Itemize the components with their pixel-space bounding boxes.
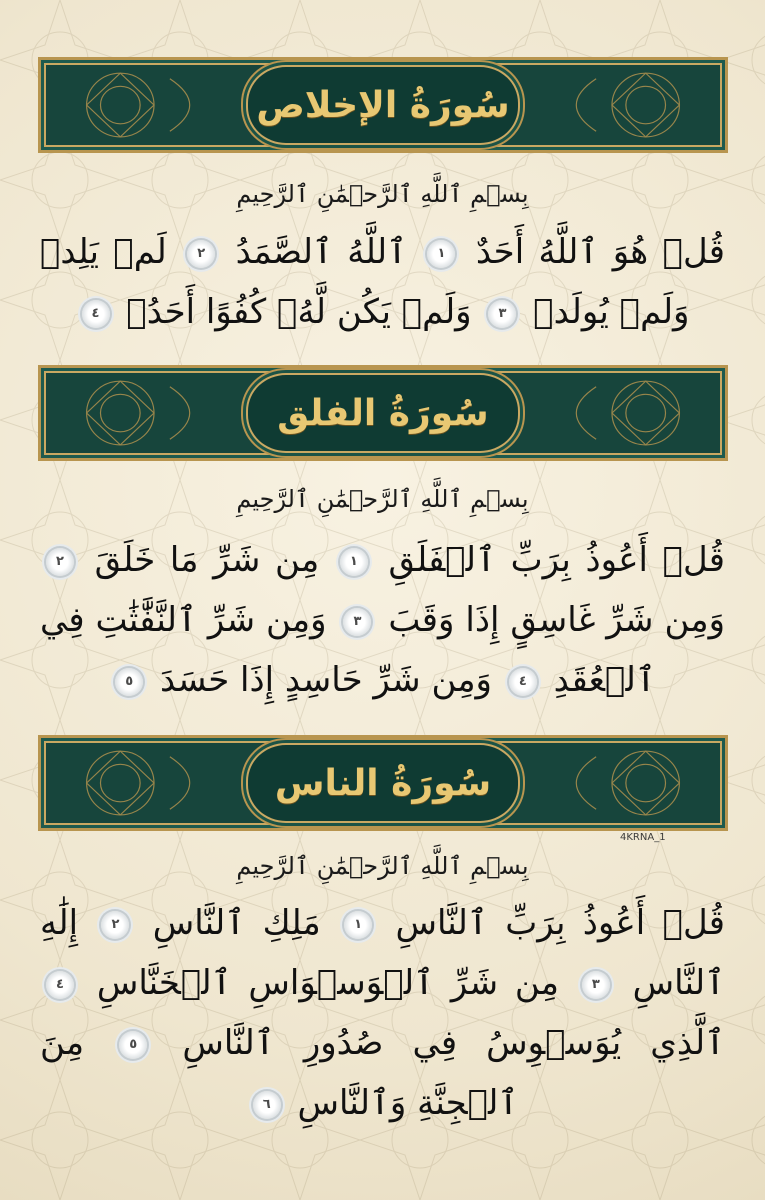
surah-verses-falaq — [40, 530, 725, 710]
verse-text: قُلۡ أَعُوذُ بِرَبِّ ٱلنَّاسِ — [395, 903, 726, 943]
ayah-number-marker: ٢ — [101, 911, 129, 939]
verse-text: مِن شَرِّ ٱلۡوَسۡوَاسِ ٱلۡخَنَّاسِ — [96, 963, 559, 1003]
surah-title-plaque — [246, 743, 520, 823]
surah-title: سُورَةُ الإخلاص — [256, 84, 510, 126]
verse-text: إِلَٰهِ ٱلنَّاسِ — [40, 903, 726, 1003]
verse-text: لَمۡ يَلِدۡ وَلَمۡ يُولَدۡ — [40, 232, 690, 332]
verse-text: ٱللَّهُ ٱلصَّمَدُ — [235, 232, 408, 272]
ayah-number-marker: ٦ — [253, 1091, 281, 1119]
ayah-number-marker: ٥ — [119, 1031, 147, 1059]
surah-banner-nas — [38, 735, 728, 831]
verse-text: قُلۡ هُوَ ٱللَّهُ أَحَدٌ — [475, 232, 726, 272]
surah-title: سُورَةُ الناس — [274, 762, 492, 804]
ayah-number-marker: ٢ — [187, 240, 215, 268]
verse-text: وَمِن شَرِّ ٱلنَّفَّٰثَٰتِ فِي ٱلۡعُقَدِ — [40, 600, 656, 700]
ayah-number-marker: ٥ — [115, 668, 143, 696]
ayah-number-marker: ٣ — [582, 971, 610, 999]
surah-title: سُورَةُ الفلق — [277, 392, 489, 434]
surah-banner-ikhlas — [38, 57, 728, 153]
verse-text: مِنَ ٱلۡجِنَّةِ وَٱلنَّاسِ — [40, 1023, 519, 1123]
verse-text: مِن شَرِّ مَا خَلَقَ — [94, 540, 320, 580]
surah-verses-nas — [40, 893, 725, 1133]
basmala: بِسۡمِ ٱللَّهِ ٱلرَّحۡمَٰنِ ٱلرَّحِيمِ — [236, 180, 529, 208]
surah-verses-ikhlas — [40, 222, 725, 342]
basmala: بِسۡمِ ٱللَّهِ ٱلرَّحۡمَٰنِ ٱلرَّحِيمِ — [236, 852, 529, 880]
basmala: بِسۡمِ ٱللَّهِ ٱلرَّحۡمَٰنِ ٱلرَّحِيمِ — [236, 485, 529, 513]
ayah-number-marker: ١ — [340, 548, 368, 576]
verse-text: قُلۡ أَعُوذُ بِرَبِّ ٱلۡفَلَقِ — [388, 540, 725, 580]
surah-title-plaque — [246, 373, 520, 453]
ayah-number-marker: ٣ — [488, 300, 516, 328]
surah-title-plaque — [246, 65, 520, 145]
verse-text: ٱلَّذِي يُوَسۡوِسُ فِي صُدُورِ ٱلنَّاسِ — [182, 1023, 725, 1063]
watermark-text: 4KRNA_1 — [620, 832, 666, 843]
surah-banner-falaq — [38, 365, 728, 461]
ayah-number-marker: ٣ — [343, 608, 371, 636]
verse-text: مَلِكِ ٱلنَّاسِ — [152, 903, 321, 943]
ayah-number-marker: ٢ — [46, 548, 74, 576]
ayah-number-marker: ٤ — [46, 971, 74, 999]
verse-text: وَلَمۡ يَكُن لَّهُۥ كُفُوًا أَحَدُۢ — [126, 292, 472, 332]
verse-text: وَمِن شَرِّ غَاسِقٍ إِذَا وَقَبَ — [388, 600, 725, 640]
ayah-number-marker: ٤ — [509, 668, 537, 696]
ayah-number-marker: ١ — [427, 240, 455, 268]
ayah-number-marker: ٤ — [82, 300, 110, 328]
ayah-number-marker: ١ — [344, 911, 372, 939]
verse-text: وَمِن شَرِّ حَاسِدٍ إِذَا حَسَدَ — [160, 660, 492, 700]
